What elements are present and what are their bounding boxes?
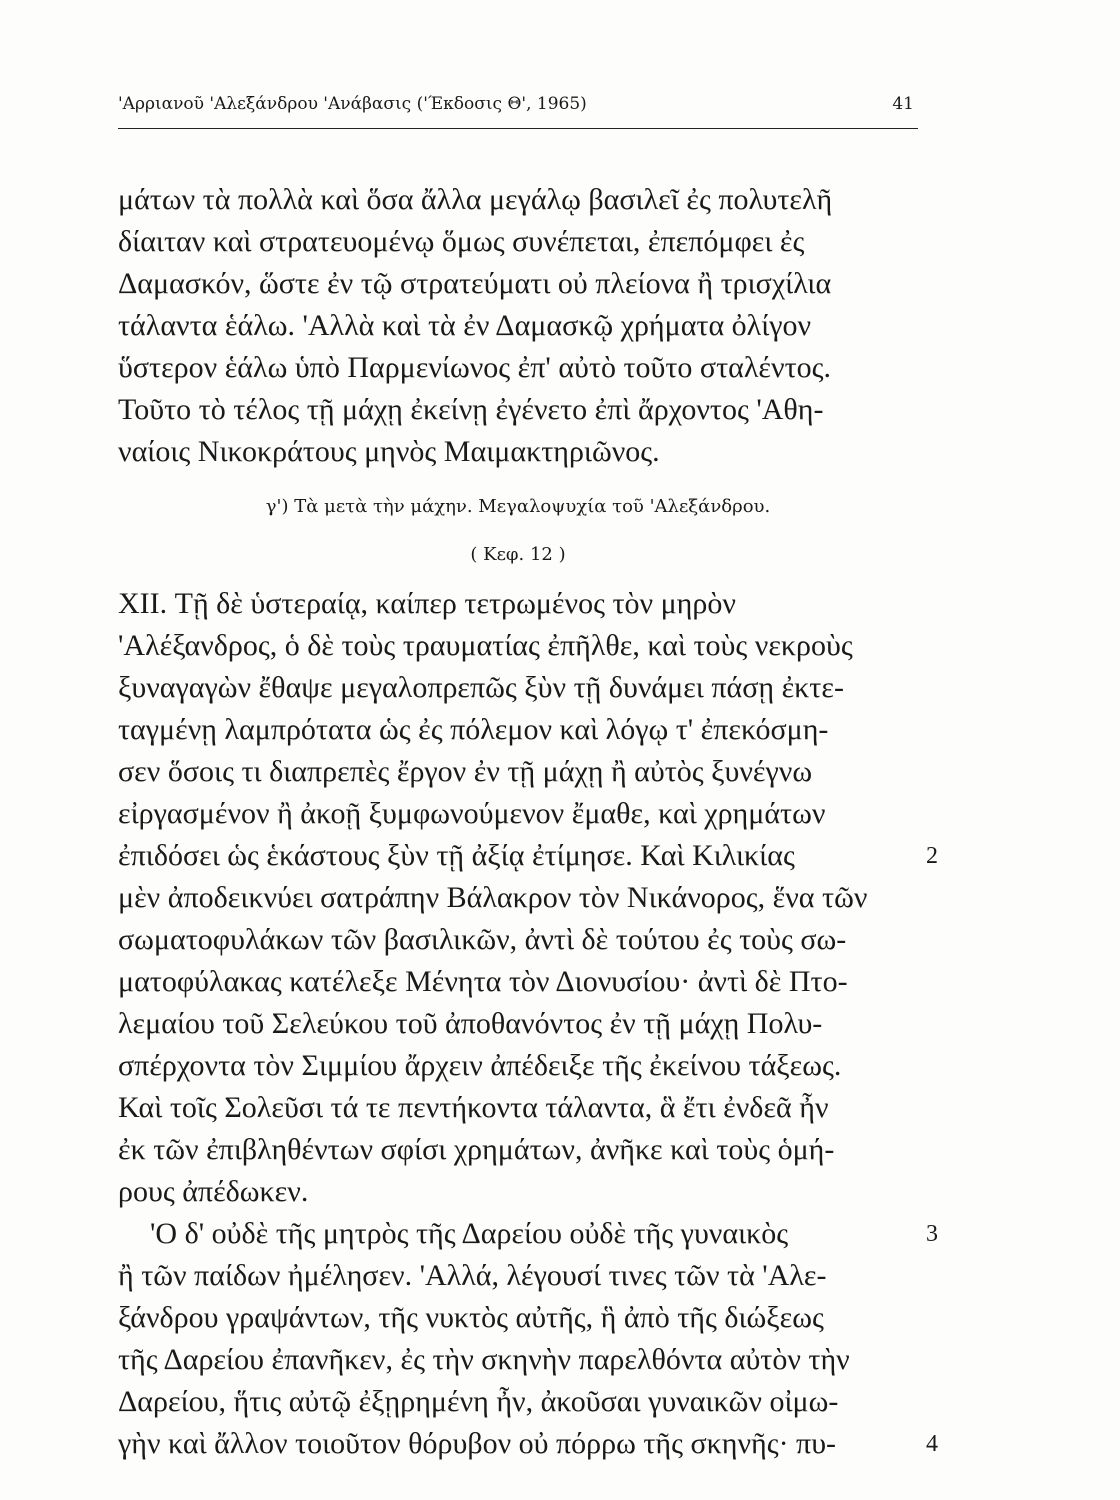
section-heading: γ') Τὰ μετὰ τὴν μάχην. Μεγαλοψυχία τοῦ 'Αλεξάνδρου. [265,496,771,517]
text-line: ὕστερον ἑάλω ὑπὸ Παρμενίωνος ἐπ' αὐτὸ τοῦτο σταλέντος. [118,351,832,384]
text-line: εἰργασμένον ἢ ἀκοῇ ξυμφωνούμενον ἔμαθε, καὶ χρημάτων [118,797,826,830]
text-line: δίαιταν καὶ στρατευομένῳ ὅμως συνέπεται, ἐπεπόμφει ἐς [118,225,805,258]
text-line: ματοφύλακας κατέλεξε Μένητα τὸν Διονυσίου· ἀντὶ δὲ Πτο- [118,965,848,998]
text-line: Καὶ τοῖς Σολεῦσι τά τε πεντήκοντα τάλαντα, ἃ ἔτι ἐνδεᾶ ἦν [118,1091,829,1124]
margin-section-number: 4 [926,1431,938,1457]
text-line: γὴν καὶ ἄλλον τοιοῦτον θόρυβον οὐ πόρρω τῆς σκηνῆς· πυ- [118,1427,837,1460]
text-line: Τοῦτο τὸ τέλος τῇ μάχῃ ἐκείνῃ ἐγένετο ἐπὶ ἄρχοντος 'Αθη- [118,393,824,426]
text-line: 'Αλέξανδρος, ὁ δὲ τοὺς τραυματίας ἐπῆλθε, καὶ τοὺς νεκροὺς [118,629,853,662]
text-line: ξάνδρου γραψάντων, τῆς νυκτὸς αὐτῆς, ἣ ἀπὸ τῆς διώξεως [118,1301,824,1334]
text-line: ἐπιδόσει ὡς ἑκάστους ξὺν τῇ ἀξίᾳ ἐτίμησε. Καὶ Κιλικίας [118,839,795,872]
text-line: Δαρείου, ἥτις αὐτῷ ἐξῃρημένη ἦν, ἀκοῦσαι γυναικῶν οἰμω- [118,1385,839,1418]
text-line: Δαμασκόν, ὥστε ἐν τῷ στρατεύματι οὐ πλείονα ἢ τρισχίλια [118,267,832,300]
text-line: σπέρχοντα τὸν Σιμμίου ἄρχειν ἀπέδειξε τῆς ἐκείνου τάξεως. [118,1049,842,1082]
text-line: σωματοφυλάκων τῶν βασιλικῶν, ἀντὶ δὲ τούτου ἐς τοὺς σω- [118,923,847,956]
text-line: ξυναγαγὼν ἔθαψε μεγαλοπρεπῶς ξὺν τῇ δυνάμει πάσῃ ἐκτε- [118,671,844,704]
page-number: 41 [892,94,914,114]
running-header [118,88,918,129]
text-line: τάλαντα ἑάλω. 'Αλλὰ καὶ τὰ ἐν Δαμασκῷ χρήματα ὀλίγον [118,309,812,342]
text-line: ρους ἀπέδωκεν. [118,1175,309,1208]
margin-section-number: 2 [926,843,938,869]
margin-section-number: 3 [926,1221,938,1247]
text-line: ναίοις Νικοκράτους μηνὸς Μαιμακτηριῶνος. [118,435,660,468]
text-line: σεν ὅσοις τι διαπρεπὲς ἔργον ἐν τῇ μάχῃ ἢ αὐτὸς ξυνέγνω [118,755,813,788]
text-line: μὲν ἀποδεικνύει σατράπην Βάλακρον τὸν Νικάνορος, ἕνα τῶν [118,881,868,914]
text-line: τῆς Δαρείου ἐπανῆκεν, ἐς τὴν σκηνὴν παρελθόντα αὐτὸν τὴν [118,1343,850,1376]
text-line: ἐκ τῶν ἐπιβληθέντων σφίσι χρημάτων, ἀνῆκε καὶ τοὺς ὁμή- [118,1133,835,1166]
text-line: λεμαίου τοῦ Σελεύκου τοῦ ἀποθανόντος ἐν τῇ μάχῃ Πολυ- [118,1007,823,1040]
running-title: 'Αρριανοῦ 'Αλεξάνδρου 'Ανάβασις ('Έκδοσις Θ', 1965) [118,94,587,114]
text-line: XII. Τῇ δὲ ὑστεραίᾳ, καίπερ τετρωμένος τὸν μηρὸν [118,587,736,620]
text-line: ἢ τῶν παίδων ἠμέλησεν. 'Αλλά, λέγουσί τινες τῶν τὰ 'Αλε- [118,1259,827,1292]
chapter-reference: ( Κεφ. 12 ) [470,544,566,565]
text-line: μάτων τὰ πολλὰ καὶ ὅσα ἄλλα μεγάλῳ βασιλεῖ ἐς πολυτελῆ [118,183,833,216]
text-line: 'Ο δ' οὐδὲ τῆς μητρὸς τῆς Δαρείου οὐδὲ τῆς γυναικὸς [150,1217,789,1250]
text-line: ταγμένῃ λαμπρότατα ὡς ἐς πόλεμον καὶ λόγῳ τ' ἐπεκόσμη- [118,713,829,746]
